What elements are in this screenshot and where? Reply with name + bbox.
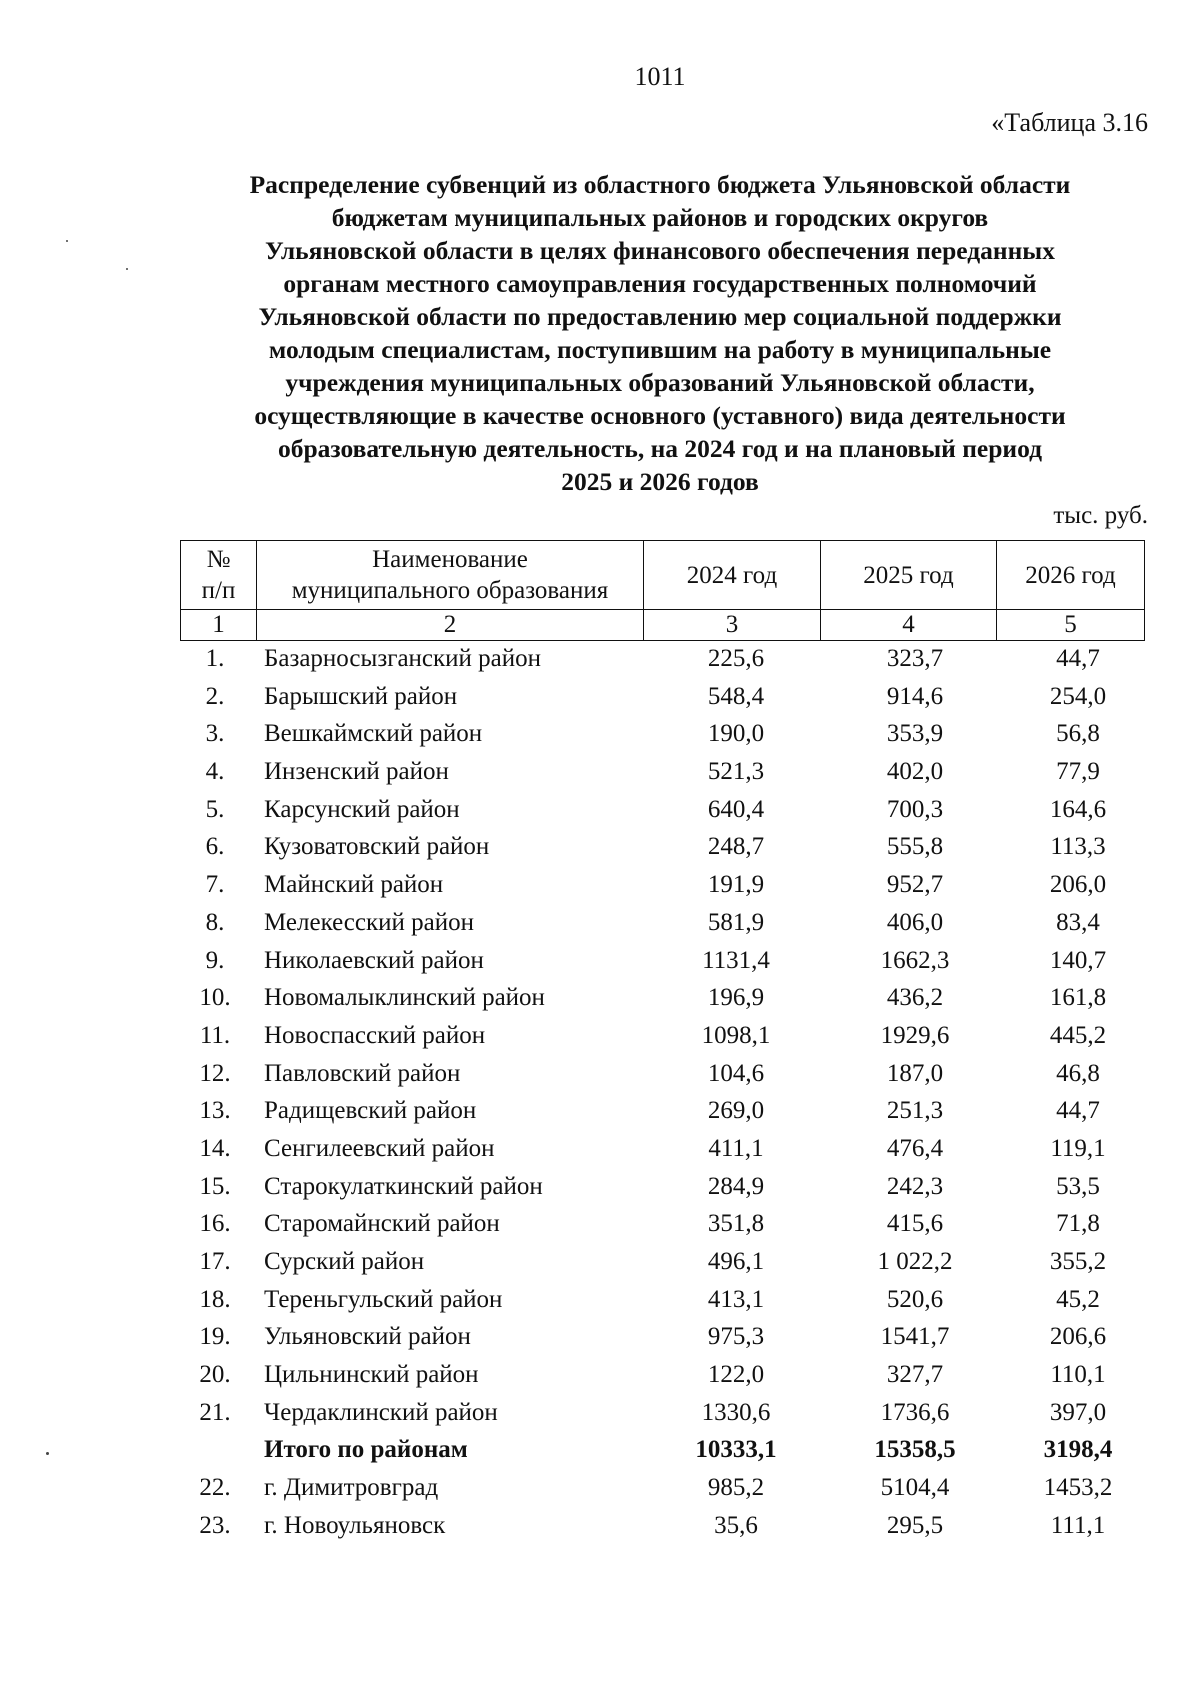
municipality-name: Старомайнский район — [264, 1210, 500, 1238]
page-number: 1011 — [634, 62, 686, 91]
value-2024: 10333,1 — [695, 1436, 777, 1464]
value-2024: 284,9 — [707, 1172, 765, 1200]
scan-speck — [66, 240, 68, 242]
value-2025: 436,2 — [886, 984, 944, 1012]
row-number: 15. — [199, 1172, 231, 1200]
column-header-2024: 2024 год — [644, 541, 821, 610]
value-2026: 1453,2 — [1043, 1474, 1113, 1502]
value-2026: 44,7 — [1056, 645, 1100, 672]
row-number: 8. — [205, 908, 225, 936]
value-2024: 225,6 — [707, 645, 765, 672]
value-2025: 1736,6 — [880, 1398, 950, 1426]
row-number: 13. — [199, 1097, 231, 1125]
value-2025: 952,7 — [886, 871, 944, 899]
table-row — [180, 1469, 1144, 1507]
value-2026: 53,5 — [1056, 1172, 1100, 1200]
municipality-name: Радищевский район — [264, 1097, 477, 1125]
row-number: 4. — [205, 758, 225, 786]
value-2025: 402,0 — [886, 758, 944, 786]
municipality-name: Ульяновский район — [264, 1323, 471, 1351]
value-2026: 45,2 — [1056, 1285, 1100, 1313]
municipality-name: Базарносызганский район — [264, 645, 542, 672]
table-row — [180, 1205, 1144, 1243]
municipality-name: Кузоватовский район — [264, 833, 490, 861]
table-row — [180, 1130, 1144, 1168]
value-2026: 119,1 — [1050, 1134, 1106, 1162]
column-number: 5 — [997, 610, 1145, 641]
value-2024: 975,3 — [707, 1323, 765, 1351]
value-2025: 555,8 — [886, 833, 944, 861]
table-row — [180, 979, 1144, 1017]
scan-speck — [46, 1452, 49, 1455]
table-row — [180, 1055, 1144, 1093]
row-number: 14. — [199, 1134, 231, 1162]
row-number: 20. — [199, 1361, 231, 1389]
value-2025: 15358,5 — [874, 1436, 956, 1464]
value-2026: 46,8 — [1056, 1059, 1100, 1087]
value-2025: 295,5 — [886, 1511, 944, 1539]
table-row — [180, 791, 1144, 829]
value-2024: 104,6 — [707, 1059, 765, 1087]
value-2024: 190,0 — [707, 720, 765, 748]
column-number: 4 — [821, 610, 997, 641]
value-2024: 351,8 — [707, 1210, 765, 1238]
table-row — [180, 942, 1144, 980]
table-row — [180, 640, 1144, 678]
value-2026: 161,8 — [1049, 984, 1107, 1012]
column-number: 2 — [257, 610, 644, 641]
row-number: 5. — [205, 795, 225, 823]
title-line: Ульяновской области по предоставлению мер социальной поддержки — [258, 302, 1062, 331]
value-2026: 140,7 — [1049, 946, 1107, 974]
row-number: 17. — [199, 1248, 231, 1275]
value-2025: 1929,6 — [880, 1021, 950, 1049]
row-number: 1. — [205, 645, 225, 672]
row-number: 16. — [199, 1210, 231, 1238]
value-2024: 496,1 — [707, 1248, 765, 1275]
title-line: осуществляющие в качестве основного (уставного) вида деятельности — [254, 401, 1066, 430]
title-line: Ульяновской области в целях финансового обеспечения переданных — [265, 236, 1055, 265]
municipality-name: Сурский район — [264, 1248, 425, 1275]
row-number: 11. — [199, 1021, 231, 1049]
document-title — [160, 168, 1160, 498]
value-2025: 353,9 — [886, 720, 944, 748]
column-header-2025: 2025 год — [821, 541, 997, 610]
units-label: тыс. руб. — [1053, 502, 1148, 529]
value-2026: 355,2 — [1049, 1248, 1107, 1275]
table-row — [180, 1507, 1144, 1545]
value-2025: 406,0 — [886, 908, 944, 936]
value-2026: 206,6 — [1049, 1323, 1107, 1351]
value-2026: 445,2 — [1049, 1021, 1107, 1049]
value-2024: 521,3 — [707, 758, 765, 786]
table-row — [180, 828, 1144, 866]
value-2024: 413,1 — [707, 1285, 765, 1313]
table-row — [180, 1243, 1144, 1281]
title-line: Распределение субвенций из областного бюджета Ульяновской области — [249, 170, 1071, 199]
title-line: бюджетам муниципальных районов и городских округов — [331, 203, 989, 232]
municipality-name: Новомалыклинский район — [264, 984, 545, 1012]
value-2024: 411,1 — [708, 1134, 764, 1162]
municipality-name: г. Димитровград — [264, 1474, 439, 1502]
value-2026: 164,6 — [1049, 795, 1107, 823]
municipality-name: Карсунский район — [264, 795, 460, 823]
value-2024: 191,9 — [707, 871, 765, 899]
municipality-name: Сенгилеевский район — [264, 1134, 495, 1162]
table-body — [180, 640, 1144, 1545]
value-2025: 700,3 — [886, 795, 944, 823]
value-2026: 254,0 — [1049, 682, 1107, 710]
table-row — [180, 1356, 1144, 1394]
value-2024: 269,0 — [707, 1097, 765, 1125]
value-2025: 251,3 — [886, 1097, 944, 1125]
value-2026: 113,3 — [1050, 833, 1106, 861]
municipality-name: Майнский район — [264, 871, 444, 899]
table-row — [180, 866, 1144, 904]
value-2024: 985,2 — [707, 1474, 765, 1502]
title-line: молодым специалистам, поступившим на работу в муниципальные — [268, 335, 1052, 364]
table-row — [180, 904, 1144, 942]
column-number: 3 — [644, 610, 821, 641]
value-2026: 110,1 — [1050, 1361, 1106, 1389]
table-row — [180, 1281, 1144, 1319]
table-row — [180, 1017, 1144, 1055]
row-number: 23. — [199, 1511, 231, 1539]
column-number: 1 — [181, 610, 257, 641]
municipality-name: г. Новоульяновск — [264, 1511, 446, 1539]
value-2026: 206,0 — [1049, 871, 1107, 899]
row-number: 7. — [205, 871, 225, 899]
value-2026: 77,9 — [1056, 758, 1100, 786]
value-2025: 520,6 — [886, 1285, 944, 1313]
column-header-2026: 2026 год — [997, 541, 1145, 610]
value-2025: 1 022,2 — [877, 1248, 953, 1275]
column-header-number: № п/п — [181, 541, 257, 610]
scan-speck — [126, 268, 128, 270]
value-2025: 242,3 — [886, 1172, 944, 1200]
value-2024: 35,6 — [714, 1511, 758, 1539]
value-2025: 1541,7 — [880, 1323, 950, 1351]
title-line: 2025 и 2026 годов — [561, 467, 759, 496]
municipality-name: Цильнинский район — [264, 1361, 479, 1389]
value-2026: 56,8 — [1056, 720, 1100, 748]
table-row — [180, 753, 1144, 791]
row-number: 10. — [199, 984, 231, 1012]
total-row — [180, 1431, 1144, 1469]
municipality-name: Павловский район — [264, 1059, 461, 1087]
value-2025: 5104,4 — [880, 1474, 950, 1502]
municipality-name: Чердаклинский район — [264, 1398, 498, 1426]
municipality-name: Инзенский район — [264, 758, 449, 786]
table-label: «Таблица 3.16 — [991, 108, 1148, 137]
row-number: 19. — [199, 1323, 231, 1351]
title-line: органам местного самоуправления государственных полномочий — [283, 269, 1037, 298]
value-2025: 415,6 — [886, 1210, 944, 1238]
value-2024: 548,4 — [707, 682, 765, 710]
municipality-name: Тереньгульский район — [264, 1285, 503, 1313]
value-2024: 248,7 — [707, 833, 765, 861]
table-row — [180, 715, 1144, 753]
value-2024: 196,9 — [707, 984, 765, 1012]
value-2024: 1131,4 — [702, 946, 770, 974]
row-number: 9. — [205, 946, 225, 974]
municipality-name: Старокулаткинский район — [264, 1172, 543, 1200]
row-number: 6. — [205, 833, 225, 861]
value-2024: 1330,6 — [701, 1398, 771, 1426]
title-line: образовательную деятельность, на 2024 год и на плановый период — [277, 434, 1043, 463]
table-row — [180, 1394, 1144, 1432]
row-number: 2. — [205, 682, 225, 710]
row-number: 21. — [199, 1398, 231, 1426]
value-2026: 71,8 — [1056, 1210, 1100, 1238]
value-2024: 122,0 — [707, 1361, 765, 1389]
table-row — [180, 1168, 1144, 1206]
row-number: 22. — [199, 1474, 231, 1502]
value-2024: 581,9 — [707, 908, 765, 936]
value-2026: 111,1 — [1050, 1511, 1106, 1539]
municipality-name: Вешкаймский район — [264, 720, 483, 748]
table-row — [180, 1092, 1144, 1130]
table-row — [180, 1318, 1144, 1356]
value-2026: 44,7 — [1056, 1097, 1100, 1125]
value-2025: 327,7 — [886, 1361, 944, 1389]
value-2025: 476,4 — [886, 1134, 944, 1162]
value-2025: 1662,3 — [880, 946, 950, 974]
value-2024: 1098,1 — [701, 1021, 771, 1049]
municipality-name: Итого по районам — [264, 1436, 468, 1464]
value-2026: 3198,4 — [1043, 1436, 1113, 1464]
table-row — [180, 678, 1144, 716]
value-2025: 187,0 — [886, 1059, 944, 1087]
value-2026: 397,0 — [1049, 1398, 1107, 1426]
table-header — [180, 540, 1145, 641]
title-line: учреждения муниципальных образований Ульяновской области, — [285, 368, 1035, 397]
value-2024: 640,4 — [707, 795, 765, 823]
value-2025: 323,7 — [886, 645, 944, 672]
municipality-name: Николаевский район — [264, 946, 484, 974]
row-number: 3. — [205, 720, 225, 748]
row-number: 12. — [199, 1059, 231, 1087]
municipality-name: Барышский район — [264, 682, 458, 710]
value-2025: 914,6 — [886, 682, 944, 710]
municipality-name: Мелекесский район — [264, 908, 475, 936]
value-2026: 83,4 — [1056, 908, 1100, 936]
municipality-name: Новоспасский район — [264, 1021, 486, 1049]
row-number: 18. — [199, 1285, 231, 1313]
column-header-name: Наименование муниципального образования — [257, 541, 644, 610]
